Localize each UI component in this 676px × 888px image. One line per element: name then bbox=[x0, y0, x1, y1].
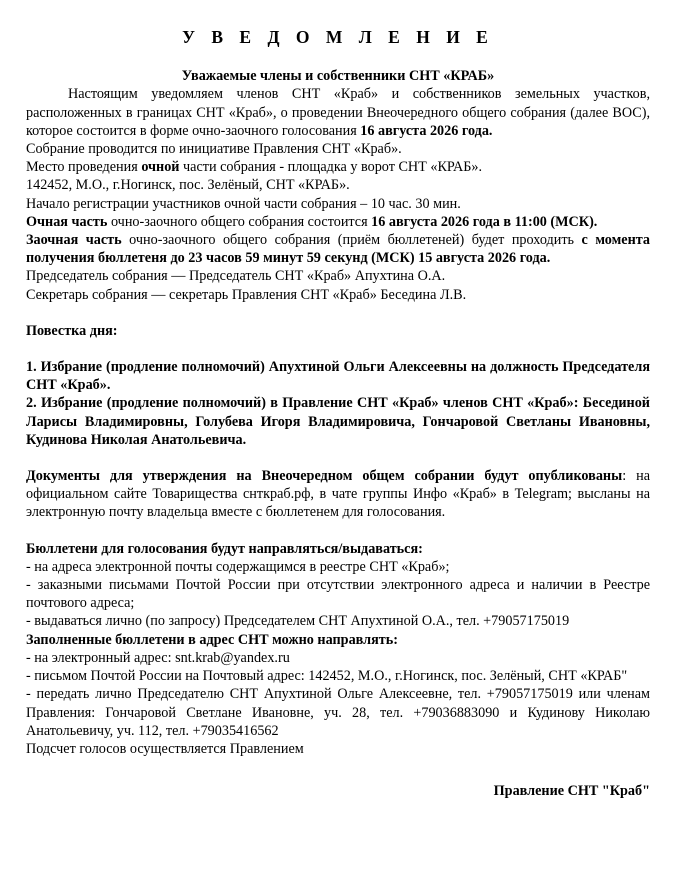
intro-date: 16 августа 2026 года. bbox=[360, 122, 493, 139]
in-person-paragraph bbox=[26, 213, 650, 231]
place-bold: очной bbox=[141, 159, 180, 176]
remote-label: Заочная часть bbox=[26, 232, 122, 249]
documents-bold: Документы для утверждения на Внеочередном общем собрании будут опубликованы bbox=[26, 468, 623, 485]
agenda-item-2 bbox=[26, 394, 650, 449]
agenda-heading bbox=[26, 322, 650, 340]
documents-paragraph bbox=[26, 467, 650, 522]
ballots-out-heading-text: Бюллетени для голосования будут направляться/выдаваться: bbox=[26, 540, 423, 557]
place-pre: Место проведения bbox=[26, 159, 142, 176]
address-line: 142452, М.О., г.Ногинск, пос. Зелёный, СНТ «КРАБ». bbox=[26, 177, 350, 194]
in-person-label: Очная часть bbox=[26, 213, 108, 230]
registration-line: Начало регистрации участников очной части собрания – 10 час. 30 мин. bbox=[26, 195, 461, 212]
ballots-in-line-3: - передать лично Председателю СНТ Апухтиной Ольге Алексеевне, тел. +79057175019 или членам Правления: Гончаровой Светлане Ивановне, уч. 28, тел. +79036883090 и Кудинову Николаю Анатольевичу, уч. 112, тел. +79035416562 bbox=[26, 686, 650, 739]
spacer bbox=[26, 449, 650, 467]
remote-text: очно-заочного общего собрания (приём бюллетеней) будет проходить bbox=[121, 232, 582, 249]
spacer bbox=[26, 304, 650, 322]
chairman-line: Председатель собрания — Председатель СНТ «Краб» Апухтина О.А. bbox=[26, 268, 446, 285]
ballots-out-line-3: - выдаваться лично (по запросу) Председателем СНТ Апухтиной О.А., тел. +79057175019 bbox=[26, 613, 570, 630]
remote-paragraph bbox=[26, 231, 650, 267]
agenda-heading-text: Повестка дня: bbox=[26, 322, 118, 339]
intro-paragraph bbox=[26, 85, 650, 140]
ballots-out-line-1: - на адреса электронной почты содержащимся в реестре СНТ «Краб»; bbox=[26, 558, 450, 575]
spacer bbox=[26, 522, 650, 540]
counting-line: Подсчет голосов осуществляется Правлением bbox=[26, 740, 304, 757]
intro-text: Настоящим уведомляем членов СНТ «Краб» и собственников земельных участков, расположенных в границах СНТ «Краб», о проведении Внеочередного общего собрания (далее ВОС), которое состоится в форме очно-заочного голосования bbox=[26, 86, 650, 139]
documents-text: : на официальном сайте Товарищества снткраб.рф, в чате группы Инфо «Краб» в Telegram; высланы на электронную почту владельца вместе с бюллетенем для голосования. bbox=[26, 468, 650, 521]
greeting: Уважаемые члены и собственники СНТ «КРАБ» bbox=[181, 68, 495, 85]
place-post: части собрания - площадка у ворот СНТ «КРАБ». bbox=[179, 159, 483, 176]
ballots-in-heading-text: Заполненные бюллетени в адрес СНТ можно направлять: bbox=[26, 631, 398, 648]
signature: Правление СНТ "Краб" bbox=[493, 783, 650, 800]
ballots-out-line-2: - заказными письмами Почтой России при отсутствии электронного адреса и наличии в Реестре почтового адреса; bbox=[26, 577, 650, 612]
document-title: У В Е Д О М Л Е Н И Е bbox=[182, 27, 494, 47]
remote-deadline: с момента получения бюллетеня до 23 часов 59 минут 59 секунд (МСК) 15 августа 2026 года. bbox=[26, 232, 651, 267]
agenda-item-2-text: 2. Избрание (продление полномочий) в Правление СНТ «Краб» членов СНТ «Краб»: Бесединой Ларисы Владимировны, Голубева Игоря Владимировича, Гончаровой Светланы Ивановны, Кудинова Николая Анатольевича. bbox=[26, 395, 650, 448]
ballots-out-heading bbox=[26, 540, 650, 558]
in-person-text: очно-заочного общего собрания состоится bbox=[107, 213, 372, 230]
spacer bbox=[26, 340, 650, 358]
initiator-line: Собрание проводится по инициативе Правления СНТ «Краб». bbox=[26, 141, 402, 158]
ballots-in-heading bbox=[26, 631, 650, 649]
secretary-line: Секретарь собрания — секретарь Правления СНТ «Краб» Беседина Л.В. bbox=[26, 286, 467, 303]
place-line bbox=[26, 158, 650, 176]
in-person-date: 16 августа 2026 года в 11:00 (МСК). bbox=[371, 213, 598, 230]
agenda-item-1 bbox=[26, 358, 650, 394]
ballots-in-line-1: - на электронный адрес: snt.krab@yandex.ru bbox=[26, 649, 290, 666]
ballots-in-line-2: - письмом Почтой России на Почтовый адрес: 142452, М.О., г.Ногинск, пос. Зелёный, СНТ «КРАБ" bbox=[26, 668, 628, 685]
agenda-item-1-text: 1. Избрание (продление полномочий) Апухтиной Ольги Алексеевны на должность Председателя СНТ «Краб». bbox=[26, 359, 650, 394]
